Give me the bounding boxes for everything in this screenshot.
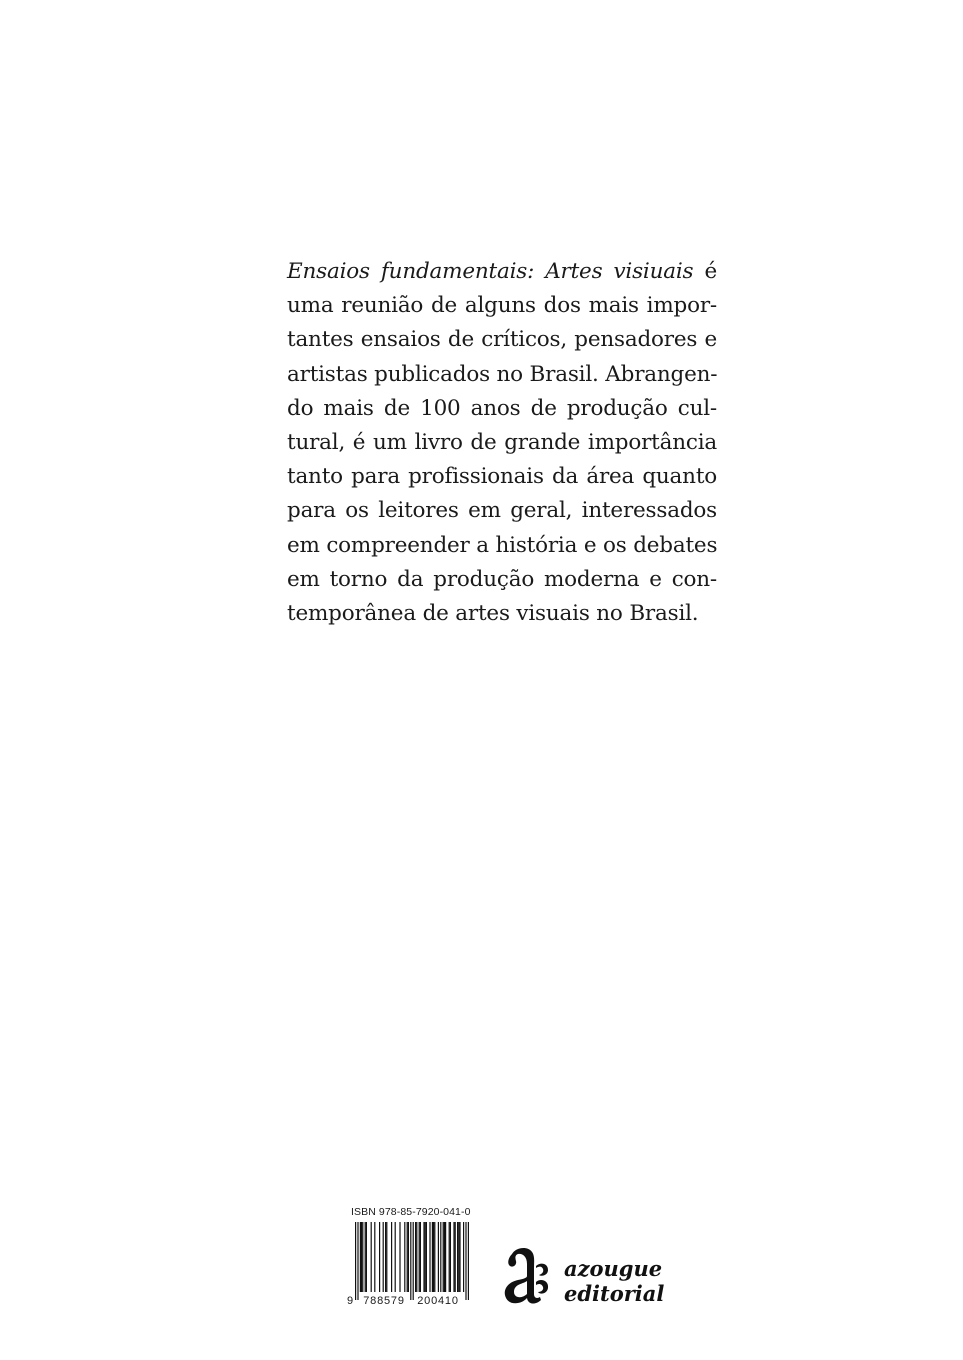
- blurb-line-1-text: é: [693, 259, 717, 284]
- blurb-line-11: temporânea de artes visuais no Brasil.: [287, 600, 699, 626]
- barcode-bar: [449, 1222, 450, 1292]
- barcode-bar: [457, 1222, 458, 1292]
- barcode-bar: [426, 1222, 427, 1292]
- back-cover-blurb: [287, 255, 717, 631]
- barcode-bar: [420, 1222, 421, 1292]
- barcode-bar: [385, 1222, 386, 1292]
- barcode-bar: [458, 1222, 459, 1292]
- barcode-bar: [445, 1222, 446, 1292]
- barcode-bar: [459, 1222, 460, 1292]
- barcode-bar: [438, 1222, 439, 1292]
- barcode-bar: [408, 1222, 409, 1292]
- blurb-line-4: artistas publicados no Brasil. Abrangen-: [287, 361, 718, 387]
- barcode-bar: [361, 1222, 362, 1292]
- barcode-bar: [455, 1222, 456, 1292]
- barcode-bar: [440, 1222, 441, 1292]
- publisher-name-line1: azougue: [564, 1256, 663, 1281]
- barcode-bar: [395, 1222, 396, 1292]
- barcode-bar: [432, 1222, 433, 1292]
- blurb-line-9: em compreender a história e os debates: [287, 532, 718, 558]
- barcode-bar: [366, 1222, 367, 1292]
- barcode-bar: [425, 1222, 426, 1292]
- barcode-bar: [429, 1222, 430, 1292]
- barcode-bar: [391, 1222, 392, 1292]
- barcode-bar: [379, 1222, 380, 1292]
- barcode-bar: [362, 1222, 363, 1292]
- barcode-bar: [443, 1222, 444, 1292]
- barcode-bars: [355, 1222, 469, 1300]
- publisher-logo: [502, 1244, 665, 1308]
- barcode-bar: [450, 1222, 451, 1292]
- barcode-bar: [371, 1222, 372, 1292]
- book-title: Ensaios fundamentais: Artes visiuais: [287, 259, 694, 284]
- barcode-bar: [407, 1222, 408, 1292]
- barcode-bar: [434, 1222, 435, 1292]
- barcode-bar: [413, 1222, 414, 1300]
- barcode-bar: [383, 1222, 384, 1292]
- barcode-left-digits: 788579: [363, 1295, 405, 1307]
- publisher-ae-ligature-icon: [502, 1244, 554, 1308]
- barcode-bar: [419, 1222, 420, 1292]
- isbn-barcode: [344, 1220, 476, 1308]
- barcode-bar: [355, 1222, 356, 1300]
- blurb-line-5: do mais de 100 anos de produção cul-: [287, 395, 717, 421]
- barcode-bar: [453, 1222, 454, 1292]
- barcode-bar: [468, 1222, 469, 1300]
- barcode-bar: [423, 1222, 424, 1292]
- barcode-bar: [357, 1222, 358, 1300]
- blurb-line-8: para os leitores em geral, interessados: [287, 498, 717, 524]
- barcode-bar: [410, 1222, 411, 1300]
- barcode-right-digits: 200410: [417, 1295, 459, 1307]
- blurb-line-2: uma reunião de alguns dos mais impor-: [287, 293, 717, 319]
- blurb-line-10: em torno da produção moderna e con-: [287, 566, 717, 592]
- barcode-bar: [399, 1222, 400, 1292]
- blurb-line-3: tantes ensaios de críticos, pensadores e: [287, 327, 717, 353]
- blurb-line-7: tanto para profissionais da área quanto: [287, 464, 717, 490]
- barcode-bar: [365, 1222, 366, 1292]
- barcode-first-digit: 9: [347, 1295, 354, 1307]
- barcode-bar: [404, 1222, 405, 1292]
- barcode-bar: [386, 1222, 387, 1292]
- barcode-bar: [444, 1222, 445, 1292]
- barcode-bar: [415, 1222, 416, 1292]
- barcode-bar: [463, 1222, 464, 1292]
- barcode-bar: [416, 1222, 417, 1292]
- barcode-bar: [360, 1222, 361, 1292]
- isbn-label: ISBN 978-85-7920-041-0: [351, 1206, 471, 1218]
- barcode-bar: [465, 1222, 466, 1300]
- barcode-bar: [374, 1222, 375, 1292]
- publisher-name: [564, 1256, 664, 1306]
- barcode-bar: [433, 1222, 434, 1292]
- blurb-line-6: tural, é um livro de grande importância: [287, 429, 717, 455]
- blurb-line-1: [287, 255, 717, 289]
- publisher-name-line2: editorial: [564, 1281, 665, 1306]
